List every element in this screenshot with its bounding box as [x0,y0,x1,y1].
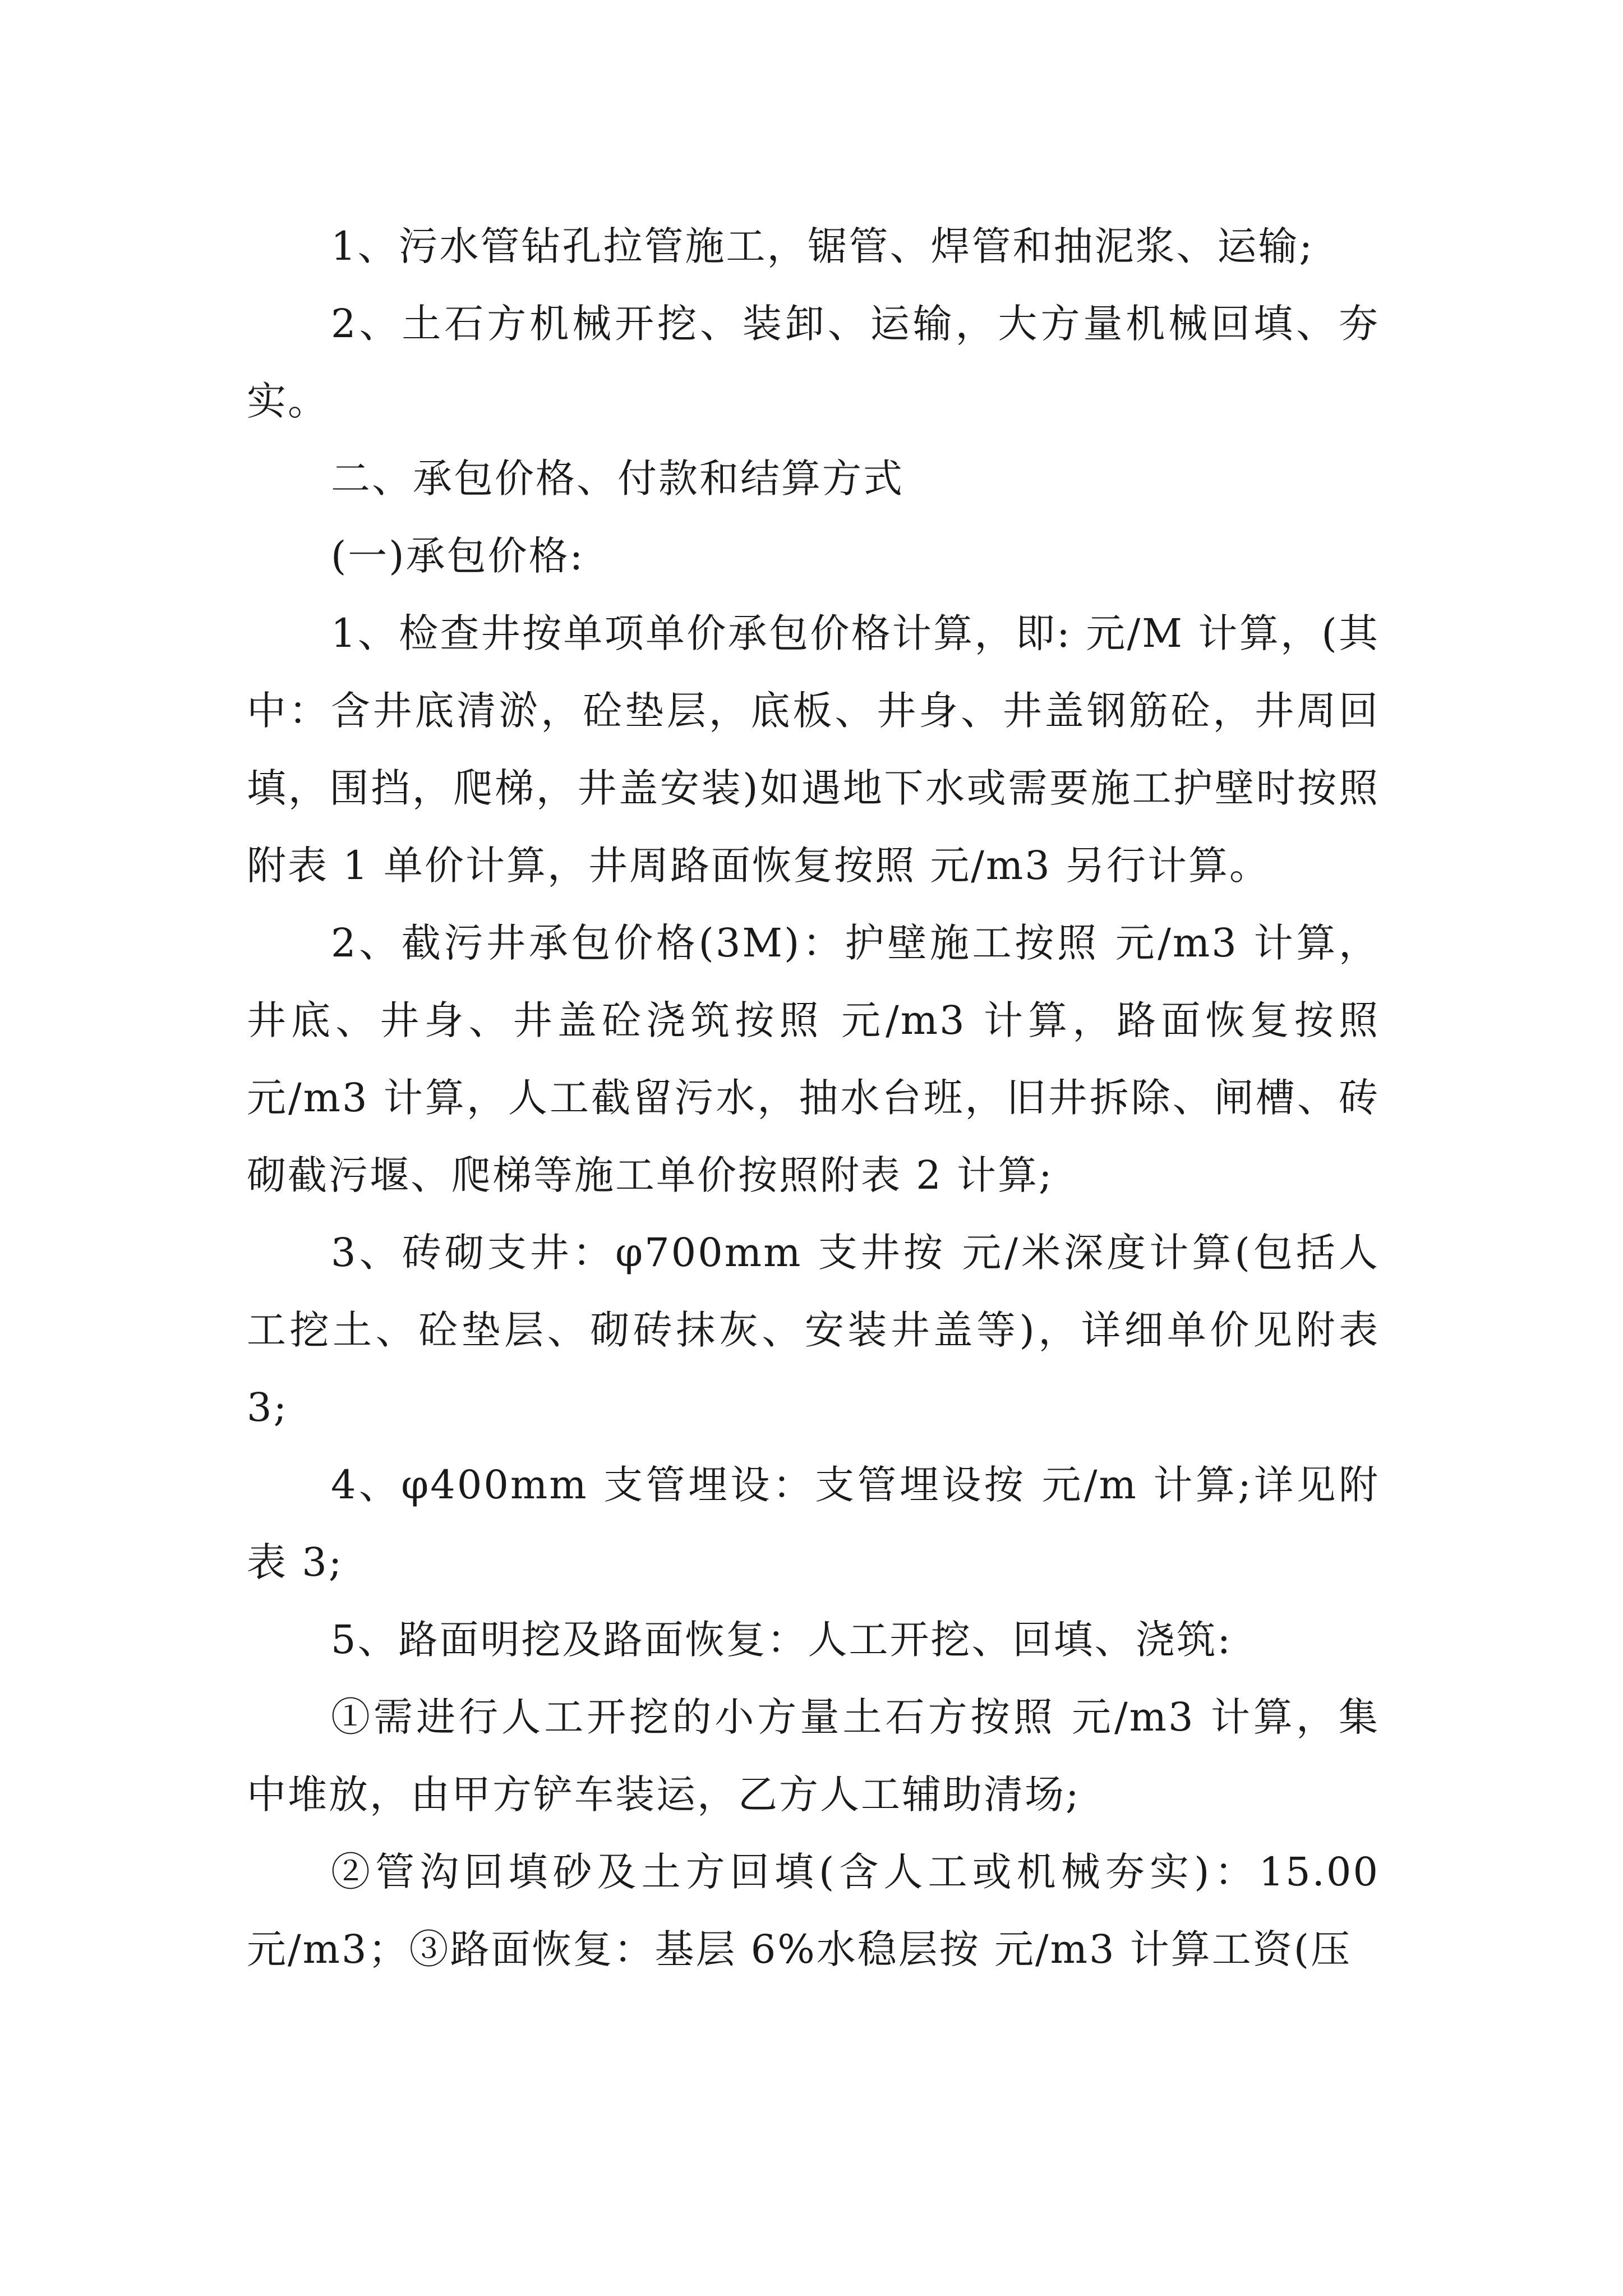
paragraph-8: 4、φ400mm 支管埋设：支管埋设按 元/m 计算;详见附表 3; [247,1462,1380,1585]
paragraph-9: 5、路面明挖及路面恢复：人工开挖、回填、浇筑: [331,1617,1233,1663]
document-body [247,208,1380,1988]
paragraph-7: 3、砖砌支井：φ700mm 支井按 元/米深度计算(包括人工挖土、砼垫层、砌砖抹灰、安装井盖等)，详细单价见附表 3; [247,1230,1380,1430]
subsection-heading: (一)承包价格: [331,533,585,579]
paragraph-6: 2、截污井承包价格(3M)：护壁施工按照 元/m3 计算，井底、井身、井盖砼浇筑按照 元/m3 计算，路面恢复按照 元/m3 计算，人工截留污水，抽水台班，旧井拆除、闸槽、砖砌截污堰、爬梯等施工单价按照附表 2 计算; [247,920,1380,1198]
paragraph-10: ①需进行人工开挖的小方量土石方按照 元/m3 计算，集中堆放，由甲方铲车装运，乙方人工辅助清场; [247,1694,1380,1818]
paragraph-2: 2、土石方机械开挖、装卸、运输，大方量机械回填、夯实。 [247,301,1380,424]
paragraph-11: ②管沟回填砂及土方回填(含人工或机械夯实)：15.00 元/m3；③路面恢复：基层 6%水稳层按 元/m3 计算工资(压 [247,1849,1380,1972]
paragraph-1: 1、污水管钻孔拉管施工，锯管、焊管和抽泥浆、运输; [331,223,1315,269]
paragraph-5: 1、检查井按单项单价承包价格计算，即: 元/M 计算，(其中：含井底清淤，砼垫层，底板、井身、井盖钢筋砼，井周回填，围挡，爬梯，井盖安装)如遇地下水或需要施工护壁时按照附表 1 单价计算，井周路面恢复按照 元/m3 另行计算。 [247,610,1380,889]
section-heading: 二、承包价格、付款和结算方式 [331,455,904,501]
